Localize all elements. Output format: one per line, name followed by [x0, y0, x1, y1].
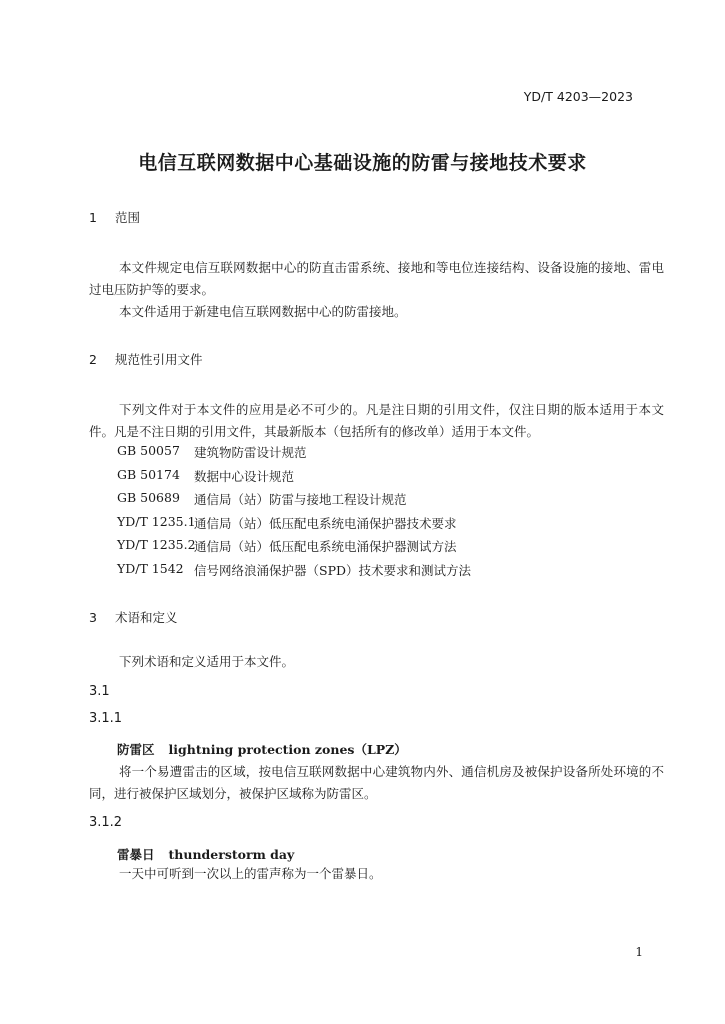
section-2-number: 2: [89, 352, 97, 367]
term-chinese: 雷暴日: [117, 847, 155, 862]
reference-code: GB 50057: [117, 443, 180, 458]
reference-code: YD/T 1542: [117, 561, 184, 576]
section-3-title: 术语和定义: [115, 610, 178, 625]
section-3-heading: [89, 608, 178, 626]
term-english: lightning protection zones（LPZ）: [168, 742, 407, 757]
section-1-paragraph-1: 本文件规定电信互联网数据中心的防直击雷系统、接地和等电位连接结构、设备设施的接地、雷电过电压防护等的要求。: [89, 260, 664, 297]
section-3-number: 3: [89, 610, 97, 625]
reference-name: 数据中心设计规范: [194, 469, 295, 484]
section-3-intro: 下列术语和定义适用于本文件。: [119, 654, 295, 669]
term-definition: 将一个易遭雷击的区域，按电信互联网数据中心建筑物内外、通信机房及被保护设备所处环境的不同，进行被保护区域划分，被保护区域称为防雷区。: [89, 764, 664, 801]
reference-code: GB 50689: [117, 490, 180, 505]
section-1-number: 1: [89, 210, 97, 225]
term-english: thunderstorm day: [168, 847, 295, 862]
reference-code: YD/T 1235.1: [117, 514, 196, 529]
term-definition: 一天中可听到一次以上的雷声称为一个雷暴日。: [119, 866, 382, 881]
term-number: 3.1.1: [89, 711, 123, 726]
clause-number: 3.1: [89, 684, 110, 699]
section-1-title: 范围: [115, 210, 141, 225]
term-heading: [117, 845, 294, 863]
reference-code: YD/T 1235.2: [117, 537, 196, 552]
section-2-title: 规范性引用文件: [115, 352, 203, 367]
term-heading: [117, 740, 407, 758]
reference-name: 通信局（站）防雷与接地工程设计规范: [194, 492, 407, 507]
reference-name: 建筑物防雷设计规范: [194, 445, 307, 460]
section-2-heading: [89, 350, 203, 368]
term-chinese: 防雷区: [117, 742, 155, 757]
standard-code: YD/T 4203—2023: [523, 89, 633, 104]
section-1-paragraph-2: 本文件适用于新建电信互联网数据中心的防雷接地。: [119, 304, 407, 319]
term-number: 3.1.2: [89, 815, 123, 830]
document-title: 电信互联网数据中心基础设施的防雷与接地技术要求: [138, 152, 587, 174]
page-number: 1: [635, 945, 643, 959]
reference-name: 通信局（站）低压配电系统电涌保护器技术要求: [194, 516, 457, 531]
reference-code: GB 50174: [117, 467, 180, 482]
section-2-intro: 下列文件对于本文件的应用是必不可少的。凡是注日期的引用文件，仅注日期的版本适用于本文件。凡是不注日期的引用文件，其最新版本（包括所有的修改单）适用于本文件。: [89, 402, 664, 439]
section-1-heading: [89, 208, 140, 226]
reference-name: 通信局（站）低压配电系统电涌保护器测试方法: [194, 539, 457, 554]
reference-name: 信号网络浪涌保护器（SPD）技术要求和测试方法: [194, 563, 471, 578]
